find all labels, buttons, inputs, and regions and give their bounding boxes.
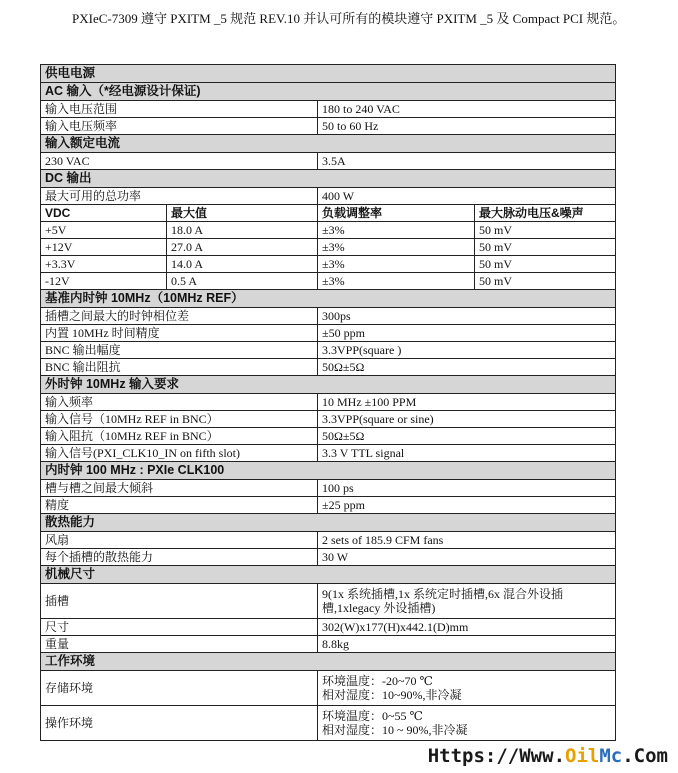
section-mechanical: 机械尺寸 — [41, 566, 616, 584]
table-row: 输入电压范围 180 to 240 VAC — [41, 101, 616, 118]
table-row: 重量 8.8kg — [41, 636, 616, 653]
section-rated-current: 输入额定电流 — [41, 135, 616, 153]
table-row: 插槽 9(1x 系统插槽,1x 系统定时插槽,6x 混合外设插槽,1xlegacy 外设插槽) — [41, 584, 616, 619]
table-row: 内置 10MHz 时间精度 ±50 ppm — [41, 325, 616, 342]
table-row: 每个插槽的散热能力 30 W — [41, 549, 616, 566]
table-row: 风扇 2 sets of 185.9 CFM fans — [41, 532, 616, 549]
watermark: Https://Www.OilMc.Com — [427, 745, 668, 767]
table-row: BNC 输出阻抗 50Ω±5Ω — [41, 359, 616, 376]
section-ref-clock: 基准内时钟 10MHz（10MHz REF） — [41, 290, 616, 308]
table-row: +3.3V 14.0 A ±3% 50 mV — [41, 256, 616, 273]
table-row: 输入信号（10MHz REF in BNC） 3.3VPP(square or sine) — [41, 411, 616, 428]
table-row: +5V 18.0 A ±3% 50 mV — [41, 222, 616, 239]
table-row: 输入频率 10 MHz ±100 PPM — [41, 394, 616, 411]
table-row: +12V 27.0 A ±3% 50 mV — [41, 239, 616, 256]
table-row: 230 VAC 3.5A — [41, 153, 616, 170]
table-row: 最大可用的总功率 400 W — [41, 188, 616, 205]
table-row: 尺寸 302(W)x177(H)x442.1(D)mm — [41, 619, 616, 636]
intro-paragraph: PXIeC-7309 遵守 PXITM _5 规范 REV.10 并认可所有的模块遵守 PXITM _5 及 Compact PCI 规范。 — [72, 11, 626, 26]
table-row: BNC 输出幅度 3.3VPP(square ) — [41, 342, 616, 359]
section-ac-input: AC 输入（*经电源设计保证) — [41, 83, 616, 101]
spec-table — [40, 64, 616, 741]
section-environment: 工作环境 — [41, 653, 616, 671]
table-row: 精度 ±25 ppm — [41, 497, 616, 514]
table-row: 输入电压频率 50 to 60 Hz — [41, 118, 616, 135]
table-row: 输入阻抗（10MHz REF in BNC） 50Ω±5Ω — [41, 428, 616, 445]
table-row: 槽与槽之间最大倾斜 100 ps — [41, 480, 616, 497]
table-row: 输入信号(PXI_CLK10_IN on fifth slot) 3.3 V TTL signal — [41, 445, 616, 462]
section-cooling: 散热能力 — [41, 514, 616, 532]
table-row: -12V 0.5 A ±3% 50 mV — [41, 273, 616, 290]
table-row: 操作环境 环境温度：0~55 ℃ 相对湿度：10 ~ 90%,非冷凝 — [41, 706, 616, 741]
section-power: 供电电源 — [41, 65, 616, 83]
section-int-clock: 内时钟 100 MHz : PXIe CLK100 — [41, 462, 616, 480]
section-dc-output: DC 输出 — [41, 170, 616, 188]
dc-header-row: VDC 最大值 负载调整率 最大脉动电压&噪声 — [41, 205, 616, 222]
table-row: 插槽之间最大的时钟相位差 300ps — [41, 308, 616, 325]
section-ext-clock: 外时钟 10MHz 输入要求 — [41, 376, 616, 394]
table-row: 存储环境 环境温度：-20~70 ℃ 相对湿度：10~90%,非冷凝 — [41, 671, 616, 706]
